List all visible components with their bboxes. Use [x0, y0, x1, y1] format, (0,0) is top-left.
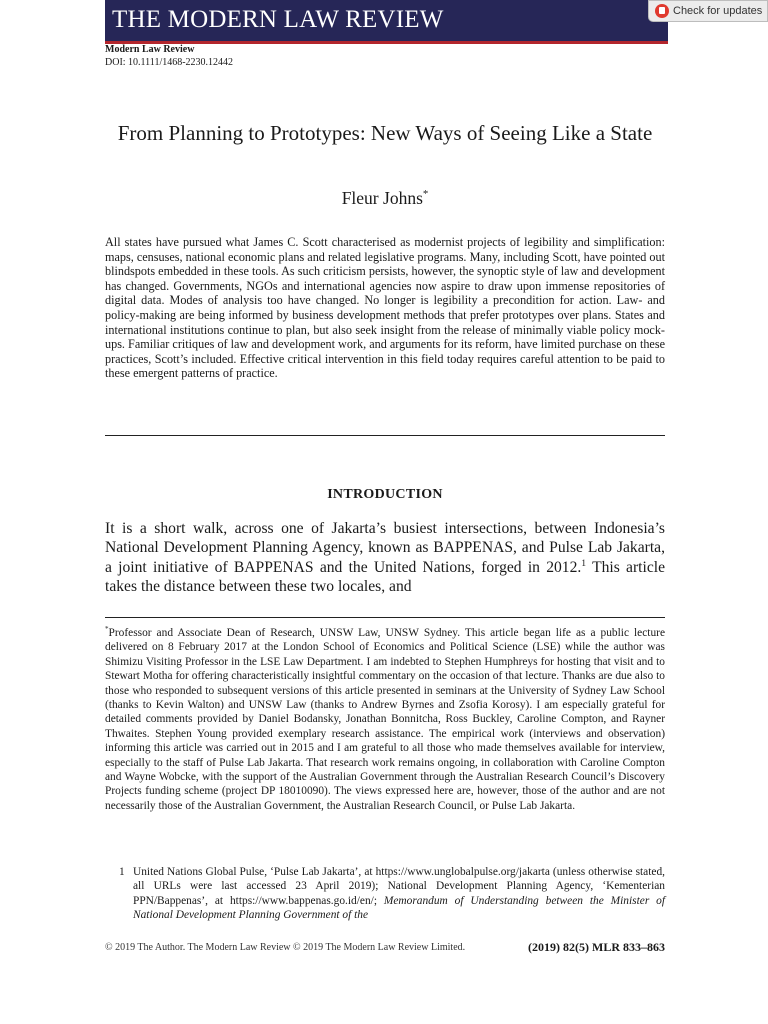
- check-for-updates-label: Check for updates: [673, 5, 763, 17]
- author-footnote-mark[interactable]: *: [422, 188, 429, 201]
- masthead-title: THE MODERN LAW REVIEW: [112, 6, 444, 33]
- footnote-ref-1[interactable]: 1: [581, 557, 587, 569]
- footnote-1-italic: Memorandum of Understanding between the Minister of National Development Planning Government of the: [133, 894, 665, 922]
- author-name[interactable]: Fleur Johns: [341, 188, 423, 208]
- journal-masthead: [105, 0, 668, 44]
- footnote-author-text: Professor and Associate Dean of Research, UNSW Law, UNSW Sydney. This article began life as a public lecture delivered on 8 February 2017 at the London School of Economics and Political Science (LSE) while the author was Shimizu Visiting Professor in the LSE Law Department. I am indebted to Stephen Humphreys for hosting that visit and to Stewart Motha for offering characteristically insightful commentary on the occasion of that lecture. Thanks are due also to those who responded to subsequent versions of this article presented in seminars at the University of Sydney Law School (thanks to Kevin Walton) and UNSW Law (thanks to Andrew Byrnes and Zsofia Korosy). I am especially grateful for detailed comments provided by Daniel Bodansky, Jonathan Bonnitcha, Ross Buckley, Caroline Compton, and Rayner Thwaites. Stephen Young provided exemplary research assistance. The empirical work (interviews and observation) informing this article was carried out in 2015 and I am grateful to all those who made themselves available for interview, especially to the staff of Pulse Lab Jakarta. That research work remains ongoing, in collaboration with Caroline Compton and Wayne Wobcke, with the support of the Australian Government through the Australian Research Council’s Discovery Projects funding scheme (project DP 18010090). The views expressed here are, however, those of the author and are not necessarily those of the Australian Government, the Australian Research Council, or Pulse Lab Jakarta.: [105, 627, 665, 812]
- copyright-line: © 2019 The Author. The Modern Law Review © 2019 The Modern Law Review Limited.: [105, 942, 466, 953]
- journal-name: Modern Law Review: [105, 44, 195, 55]
- footnote-1: [105, 865, 665, 923]
- body-text-part-2: This article takes the distance between these two locales, and: [105, 558, 665, 595]
- article-title: From Planning to Prototypes: New Ways of Seeing Like a State: [117, 121, 653, 145]
- footnote-1-text: [133, 865, 665, 923]
- check-for-updates-button[interactable]: [648, 0, 768, 22]
- footnote-star-mark: *: [105, 625, 109, 634]
- footnote-divider: [105, 617, 665, 618]
- footnote-author: [105, 626, 665, 813]
- abstract: All states have pursued what James C. Scott characterised as modernist projects of legibility and simplification: maps, censuses, national economic plans and related legislative programs. Many, including Scott, have pointed out blindspots embedded in these tools. As such criticism persists, however, the synoptic style of law and development has changed. Governments, NGOs and international agencies now aspire to draw upon immense repositories of digital data. Modes of analysis too have changed. No longer is legibility a precondition for action. Law- and policy-making are being informed by business development methods that prefer prototypes over plans. States and international institutions continue to plan, but also seek insight from the release of minimally viable policy mock-ups. Familiar critiques of law and development work, and arguments for its reform, have limited purchase on these practices, Scott’s included. Effective critical intervention in this field today requires careful attention to be paid to these emergent patterns of practice.: [105, 235, 665, 381]
- body-text-part-1: It is a short walk, across one of Jakarta’s busiest intersections, between Indonesia’s National Development Planning Agency, known as BAPPENAS, and Pulse Lab Jakarta, a joint initiative of BAPPENAS and the United Nations, forged in 2012.: [105, 520, 665, 576]
- footnote-1-main[interactable]: United Nations Global Pulse, ‘Pulse Lab Jakarta’, at https://www.unglobalpulse.org/jakarta (unless otherwise stated, all URLs were last accessed 23 April 2019); National Development Planning Agency, ‘Kementerian PPN/Bappenas’, at https://www.bappenas.go.id/en/;: [133, 866, 665, 907]
- crossmark-icon: [655, 4, 669, 18]
- abstract-divider: [105, 435, 665, 436]
- article-author: [105, 188, 665, 209]
- citation-line: (2019) 82(5) MLR 833–863: [528, 940, 665, 954]
- body-paragraph: [105, 519, 665, 596]
- footnote-1-number: 1: [119, 866, 125, 878]
- section-heading: INTRODUCTION: [327, 487, 443, 502]
- doi-text[interactable]: DOI: 10.1111/1468-2230.12442: [105, 57, 234, 68]
